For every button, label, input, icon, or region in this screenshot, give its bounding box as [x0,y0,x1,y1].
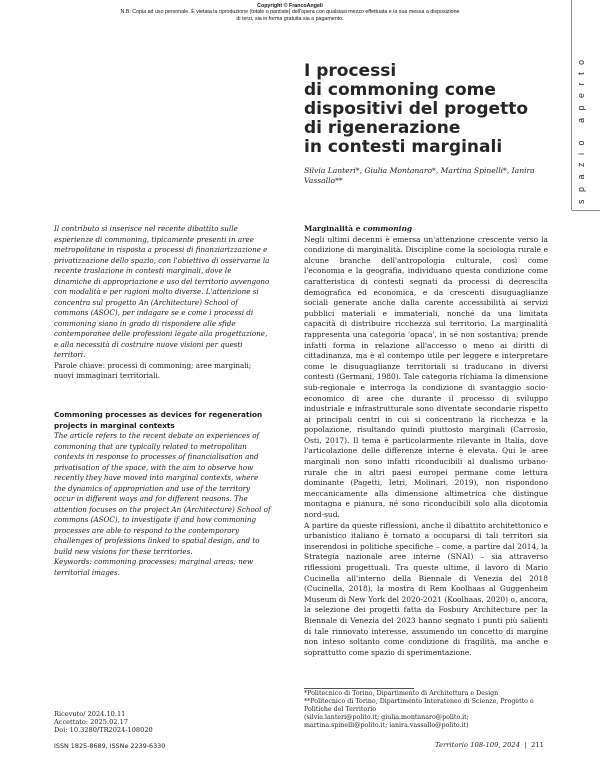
affiliation-1: *Politecnico di Torino, Dipartimento di Architettura e Design [304,690,499,697]
author-affiliations [304,690,548,730]
keywords-italian: Parole chiave: processi di commoning; aree marginali; nuovi immaginari territoriali. [54,360,252,380]
copyright-disclaimer: N.B: Copia ad uso personale. È vietata la riproduzione (totale o parziale) dell'opera con qualsiasi mezzo effettuata e la sua messa a disposizione di terzi, sia in forma gratuita sia a pagamento. [120,9,460,22]
journal-issue: 108-109, 2024 [468,741,521,749]
abstract-english [54,431,272,578]
body-paragraph-2-part-a: A partire da queste riflessioni, anche il dibattito architettonico e urbanistico italiano è tornato a occuparsi di tali territori sia inserendosi in politiche specifiche – come, a partire dal 2014, la Strategia nazionale aree interne ( [304,520,548,562]
body-paragraph-2 [304,521,548,659]
copyright-line: Copyright © FrancoAngeli [257,3,323,9]
affiliation-2: **Politecnico di Torino, Dipartimento Interateneo di Scienze, Progetto e Politiche del Territorio [304,697,534,713]
snai-acronym: SNAI [450,552,471,562]
abstract-english-title: Commoning processes as devices for regeneration projects in marginal contexts [54,410,263,430]
publication-dates [54,710,254,735]
accepted-date: Accettato: 2025.02.17 [54,718,128,727]
abstract-english-text: The article refers to the recent debate on experiences of commoning that are typically related to metropolitan contexts in response to processes of financialisation and privatisation of the space, with the aim to observe how recently they have moved into marginal contexts, where the dynamics of appropriation and use of the territory occur in different ways and for different reasons. The attention focuses on the project An (Architecture) School of commons (ASOC), to investigate if and how commoning processes are able to respond to the contemporary challenges of professions linked to spatial design, and to build new visions for these territories. [54,431,271,556]
journal-name: Territorio [434,741,469,749]
section-heading [304,224,548,235]
page-number: 211 [531,741,544,749]
running-footer [435,741,544,749]
author-emails: (silvia.lanteri@polito.it; giulia.montanaro@polito.it; martina.spinelli@polito.it; ianira.vassallo@polito.it) [304,713,469,729]
section-label: spazio aperto [576,52,586,204]
section-heading-italic: commoning [363,224,413,233]
received-date: Ricevuto/ 2024.10.11 [54,710,126,718]
keywords-english: Keywords: commoning processes; marginal areas; new territorial images. [54,557,254,577]
body-paragraph-2-part-b: ) – sia attraverso riflessioni progettuali. Tra queste ultime, il lavoro di Mario Cucinella all'interno della Biennale di Venezia del 2018 (Cucinella, 2018), la mostra di Rem Koolhaas al Guggenheim Museum di New York del 2020-2021 (Koolhaas, 2020) o, ancora, la selezione dei progetti fatta da Fosbury Architecture per la Biennale di Venezia del 2023 hanno segnato i punti più salienti di tale rinnovato interesse, assumendo un concetto di margine non inteso soltanto come condizione di fragilità, ma anche e soprattutto come spazio di sperimentazione. [304,552,549,657]
section-tab-rule [572,210,600,211]
copyright-notice [120,3,460,22]
issn-line: ISSN 1825-8689, ISSNe 2239-6330 [54,742,166,750]
section-tab [571,0,600,210]
footnote-divider [304,688,414,689]
body-paragraph-1: Negli ultimi decenni è emersa un'attenzione crescente verso la condizione di marginalità. Discipline come la sociologia rurale e alcune branche dell'antropologia culturale, così come l'economia e la geografia, individuano questa condizione come caratteristica di contesti segnati da processi di decrescita demografica ed economica, e da crescenti disuguaglianze sociali generate anche dalla carente accessibilità ai servizi pubblici materiali e immateriali, nonché da una limitata capacità di distribuire ricchezza sul territorio. La marginalità rappresenta una categoria 'opaca', in sé non sostantiva; prende infatti forma in relazione all'accesso o meno ai diritti di cittadinanza, ma è al contempo utile per leggere e interpretare come le disuguaglianze territoriali si traducano in diversi contesti (Germani, 1980). Tale categoria richiama la dimensione sub-regionale e interroga la condizione di svantaggio socio-economico di aree che durante il processo di sviluppo industriale e infrastrutturale sono diventate secondarie rispetto ai principali centri in cui si concentrano la ricchezza e la popolazione, risultando quindi piuttosto marginali (Carrosio, Osti, 2017). Il tema è particolarmente rilevante in Italia, dove l'articolazione delle differenze interne è elevata. Qui le aree marginali non sono infatti riconducibili al dualismo urbano-rurale che in altri paesi europei permane come lettura dominante (Pagetti, Ietri, Molinari, 2019), non rispondono meccanicamente alla dimensione altimetrica che distingue montagna e pianura, né sono riconducibili solo alla dicotomia nord-sud. [304,234,548,520]
section-heading-main: Marginalità e [304,224,364,233]
article-title: I processi di commoning come dispositivi del progetto di rigenerazione in contesti marginali [304,61,528,157]
article-authors: Silvia Lanteri*, Giulia Montanaro*, Martina Spinelli*, Ianira Vassallo** [304,166,535,185]
body-column [304,224,548,658]
doi: Doi: 10.3280/TR2024-108020 [54,726,153,735]
footer-separator: | [524,741,527,749]
abstract-italian [54,224,270,382]
abstract-italian-text: Il contributo si inserisce nel recente dibattito sulle esperienze di commoning, tipicamente presenti in aree metropolitane in risposta a processi di finanziarizzazione e privatizzazione dello spazio, con l'obiettivo di osservarne la recente traslazione in contesti marginali, dove le dinamiche di appropriazione e uso del territorio avvengono con modalità e per ragioni molto diverse. L'attenzione si concentra sul progetto An (Architecture) School of commons (ASOC), per indagare se e come i processi di commoning siano in grado di rispondere alle sfide contemporanee delle professioni legate alla progettazione, e alla necessità di costruire nuove visioni per questi territori. [54,224,270,359]
